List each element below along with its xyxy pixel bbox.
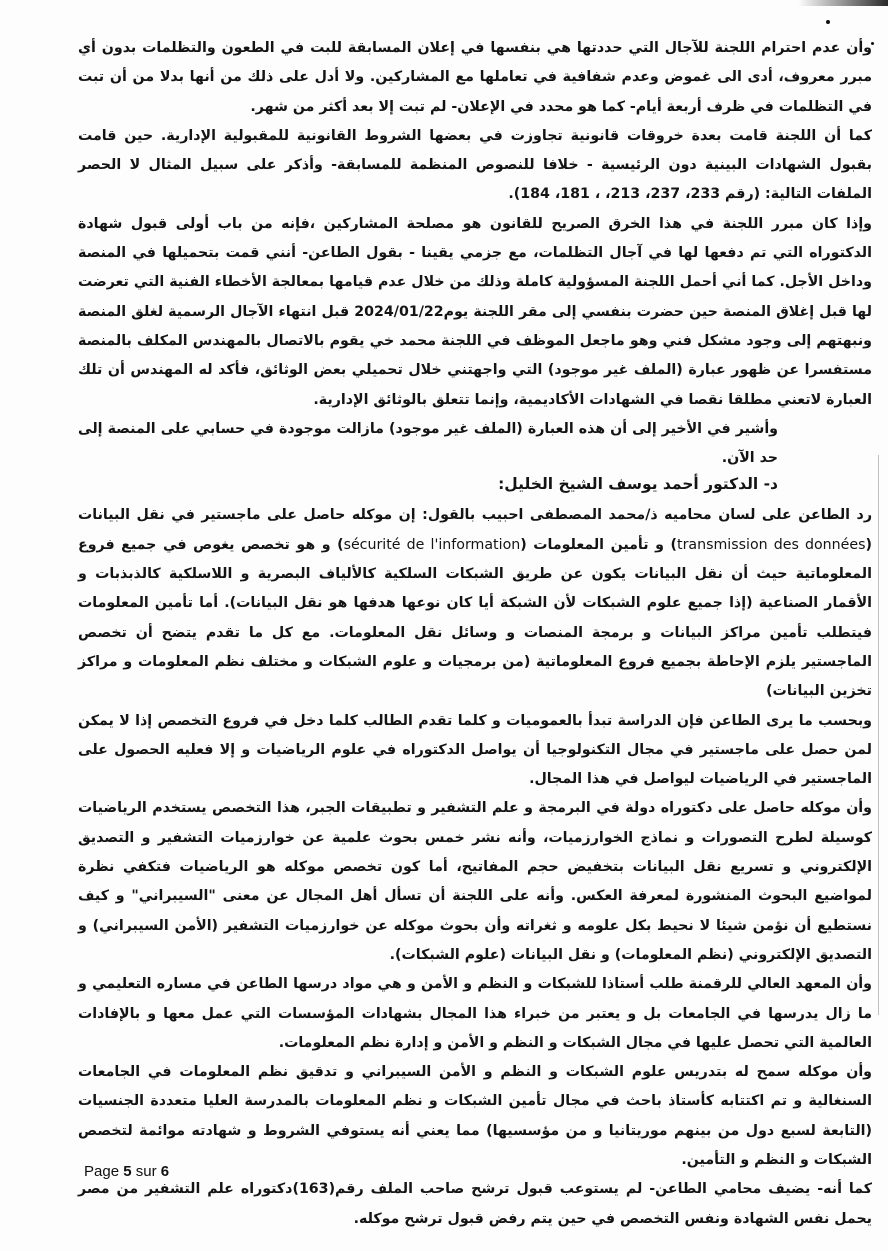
paragraph-legal-violations: كما أن اللجنة قامت بعدة خروقات قانونية تجاوزت في بعضها الشروط القانونية للمقبولية الإدارية. حين قامت بقبول الشهادات البينية دون الرئيسية - خلافا للنصوص المنظمة للمسابقة- وأذكر على سبيل المثال لا الحصر الملفات التالية: (رقم 233، 237، 213، ، 181، 184).: [78, 127, 872, 203]
paragraph-teaching-senegal: وأن موكله سمح له بتدريس علوم الشبكات و النظم و الأمن السيبراني و تدقيق نظم المعلومات في الجامعات السنغالية و تم اكتتابه كأستاذ باحث في مجال تأمين الشبكات و نظم المعلومات بالمدرسة العليا متعددة الجنسيات (التابعة لسبع دول من بينهم موريتانيا و من مؤسسيها) مما يعني أنه يستوفي الشروط و شهادته موائمة لتخصص الشبكات و النظم و التأمين.: [78, 1064, 872, 1168]
paragraph-file-163: كما أنه- يضيف محامي الطاعن- لم يستوعب قبول ترشح صاحب الملف رقم(163)دكتوراه علم التشفير من مصر يحمل نفس الشهادة ونفس التخصص في حين يتم رفض قبول ترشح موكله.: [78, 1181, 872, 1227]
paragraph-doctorate-cryptography: وأن موكله حاصل على دكتوراه دولة في البرمجة و علم التشفير و تطبيقات الجبر، هذا التخصص يستخدم الرياضيات كوسيلة لطرح التصورات و نماذج الخوارزميات، وأنه نشر خمس بحوث علمية عن خوارزميات التشفير و التصديق الإلكتروني و تسريع نقل البيانات بتخفيض حجم المفاتيح، أما كون تخصص موكله هو الرياضيات فتكفي نظرة لمواضيع البحوث المنشورة لمعرفة العكس. وأنه على اللجنة أن تسأل أهل المجال عن معنى "السيبراني" و كيف نستطيع أن نؤمن شيئا لا نحيط بكل علومه و ثغراته وأن بحوث موكله عن خوارزميات التشفير (الأمن السيبراني) و التصديق الإلكتروني (نظم المعلومات) و نقل البيانات (علوم الشبكات).: [78, 800, 872, 963]
response-text-end: ) و هو تخصص يغوص في جميع فروع المعلوماتية حيث أن نقل البيانات يكون عن طريق الشبكات السلكية كالألياف البصرية و اللاسلكية كالذبذبات و الأقمار الصناعية (إذا جميع علوم الشبكات لأن الشبكة أيا كان نوعها هدفها هو نقل البيانات). أما تأمين المعلومات فيتطلب تأمين مراكز البيانات و برمجة المنصات و وسائل نقل المعلومات. مع كل ما تقدم يتضح أن تخصص الماجستير يلزم الإحاطة بجميع فروع المعلوماتية (من برمجيات و علوم الشبكات و مختلف نظم المعلومات و مراكز تخزين البيانات): [78, 536, 872, 700]
response-text-middle: ) و تأمين المعلومات (: [520, 536, 677, 553]
paragraph-deadlines: وأن عدم احترام اللجنة للآجال التي حددتها هي بنفسها في إعلان المسابقة للبت في الطعون والتظلمات بدون أي مبرر معروف، أدى الى غموض وعدم شفافية في تعاملها مع المشاركين. ولا أدل على ذلك من أنها بدلا من أن تبت في التظلمات في ظرف أربعة أيام- كما هو محدد في الإعلان- لم تبت إلا بعد أكثر من شهر.: [78, 40, 872, 115]
response-text-start: رد الطاعن على لسان محاميه ذ/محمد المصطفى احبيب بالقول: إن موكله حاصل على ماجستير في نقل البيانات (: [78, 507, 872, 553]
scan-edge-shadow: [798, 0, 888, 6]
page-label: Page: [84, 1163, 120, 1180]
page-footer: [84, 1163, 169, 1180]
paragraph-lawyer-response: [78, 501, 872, 706]
document-body: [78, 34, 872, 1234]
of-label: sur: [135, 1163, 157, 1180]
paragraph-committee-justification: وإذا كان مبرر اللجنة في هذا الخرق الصريح للقانون هو مصلحة المشاركين ،فإنه من باب أولى قبول شهادة الدكتوراه التي تم دفعها لها في آجال التظلمات، مع جزمي يقينا - بقول الطاعن- أنني قمت بتحميلها في المنصة وداخل الأجل. كما أني أحمل اللجنة المسؤولية كاملة وذلك من خلال عدم قيامها بمعالجة الأخطاء الفنية التي تعرضت لها قبل إغلاق المنصة حين حضرت بنفسي إلى مقر اللجنة يوم2024/01/22 قبل انتهاء الآجال الرسمية لغلق المنصة ونبهتهم إلى وجود مشكل فني وهو ماجعل الموظف في اللجنة محمد خي يقوم بالاتصال بالمهندس المكلف بالمنصة مستفسرا عن ظهور عبارة (الملف غير موجود) التي واجهتني خلال تحميلي بعض الوثائق، فأكد له المهندس أن تلك العبارة لاتعني مطلقا نقصا في الشهادات الأكاديمية، وإنما تتعلق بالوثائق الإدارية.: [78, 215, 872, 408]
french-term-transmission: transmission des données: [677, 536, 866, 553]
scan-edge-line: [878, 455, 879, 1015]
section-heading: د- الدكتور أحمد يوسف الشيخ الخليل:: [498, 475, 778, 494]
page-number: 5: [123, 1163, 132, 1180]
paragraph-study-progression: وبحسب ما يرى الطاعن فإن الدراسة تبدأ بالعموميات و كلما تقدم الطالب كلما دخل في فروع التخصص إذا لا يمكن لمن حصل على ماجستير في مجال التكنولوجيا أن يواصل الدكتوراه في علوم الرياضيات و إلا فعليه الحصول على الماجستير في الرياضيات ليواصل في هذا المجال.: [78, 712, 872, 788]
paragraph-file-not-found-note: وأشير في الأخير إلى أن هذه العبارة (الملف غير موجود) مازالت موجودة في حسابي على المنصة إلى حد الآن.: [78, 420, 778, 467]
paragraph-digital-institute: وأن المعهد العالي للرقمنة طلب أستاذا للشبكات و النظم و الأمن و هي مواد درسها الطاعن في مساره التعليمي و ما زال يدرسها في الجامعات بل و يعتبر من خبراء هذا المجال بشهادات المؤسسات التي عمل معها و بالإفادات العالمية التي تحصل عليها في مجال الشبكات و النظم و الأمن و إدارة نظم المعلومات.: [78, 976, 872, 1051]
total-pages: 6: [160, 1163, 170, 1180]
scan-speck: [826, 20, 830, 24]
french-term-securite: sécurité de l'information: [343, 536, 521, 553]
